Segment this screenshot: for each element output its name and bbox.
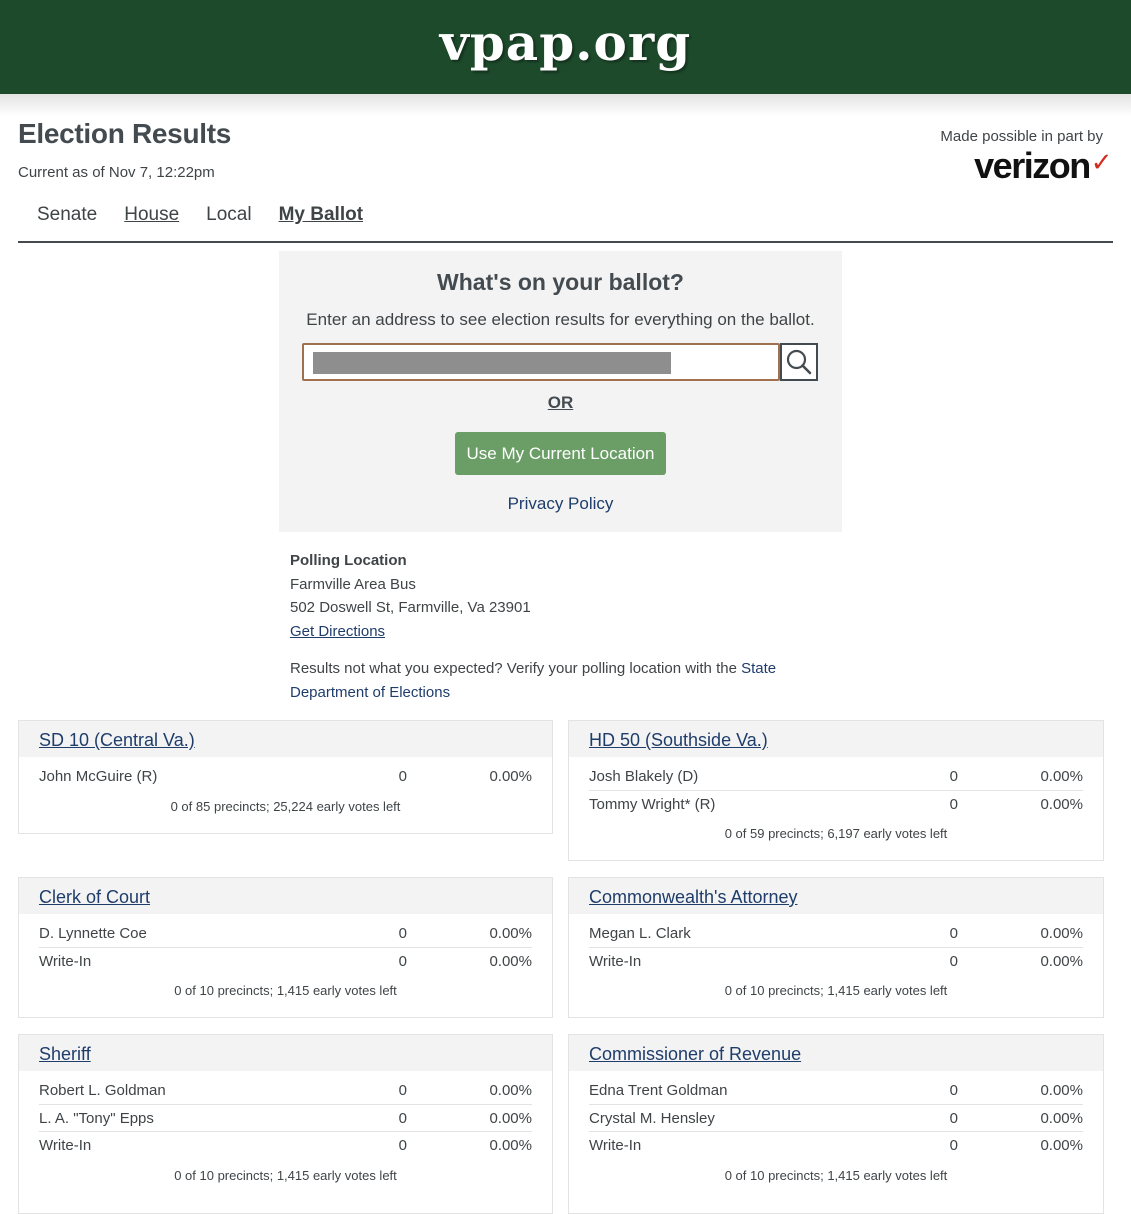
polling-address: 502 Doswell St, Farmville, Va 23901 [290, 599, 531, 616]
race-card [568, 877, 1104, 1018]
candidate-pct: 0.00% [489, 1137, 532, 1154]
candidate-name: Robert L. Goldman [39, 1082, 166, 1099]
candidate-pct: 0.00% [1040, 768, 1083, 785]
polling-name: Farmville Area Bus [290, 575, 416, 593]
candidate-name: Crystal M. Hensley [589, 1109, 715, 1127]
candidate-row [589, 1077, 1083, 1105]
tab-house[interactable]: House [124, 204, 180, 225]
candidate-row [589, 1132, 1083, 1160]
ballot-title: What's on your ballot? [437, 269, 684, 295]
candidate-votes: 0 [949, 925, 958, 942]
polling-location [290, 549, 830, 704]
candidate-votes: 0 [398, 952, 407, 970]
updated-timestamp: Current as of Nov 7, 12:22pm [18, 164, 215, 181]
race-title-link[interactable]: Commissioner of Revenue [589, 1044, 802, 1064]
polling-note [290, 657, 830, 704]
race-header [19, 1035, 552, 1071]
sponsor-label: Made possible in part by [940, 128, 1103, 145]
sponsor-block [940, 128, 1111, 186]
race-footer: 0 of 10 precincts; 1,415 early votes left [724, 983, 948, 998]
race-footer: 0 of 59 precincts; 6,197 early votes left [724, 826, 948, 841]
privacy-policy-link[interactable]: Privacy Policy [507, 494, 614, 513]
candidate-name: L. A. "Tony" Epps [39, 1109, 154, 1127]
race-footer: 0 of 10 precincts; 1,415 early votes left [174, 983, 397, 998]
candidate-name: Write-In [39, 1137, 92, 1154]
candidate-pct: 0.00% [1040, 925, 1083, 942]
candidate-votes: 0 [398, 1109, 407, 1127]
race-title-link[interactable]: Commonwealth's Attorney [589, 887, 798, 907]
site-header [0, 0, 1131, 94]
tab-senate[interactable]: Senate [37, 204, 98, 225]
candidate-row [589, 763, 1083, 791]
candidate-row [39, 1132, 532, 1160]
verizon-check-icon: ✓ [1090, 147, 1111, 177]
header-shadow [0, 94, 1131, 116]
candidate-row [39, 1105, 532, 1133]
candidate-name: Josh Blakely (D) [589, 768, 699, 785]
candidate-row [589, 1105, 1083, 1133]
race-footer: 0 of 85 precincts; 25,224 early votes left [170, 798, 401, 814]
candidate-votes: 0 [398, 768, 407, 785]
candidate-votes: 0 [398, 1082, 407, 1099]
race-card [568, 1034, 1104, 1214]
candidate-pct: 0.00% [1040, 952, 1083, 970]
race-card [18, 720, 553, 834]
candidate-votes: 0 [949, 1109, 958, 1127]
candidate-pct: 0.00% [489, 925, 532, 942]
use-current-location-button[interactable]: Use My Current Location [455, 432, 665, 475]
state-elections-link[interactable]: State Department of Elections [290, 660, 777, 701]
candidate-votes: 0 [949, 1082, 958, 1099]
candidate-pct: 0.00% [489, 1082, 532, 1099]
race-footer: 0 of 10 precincts; 1,415 early votes left [174, 1167, 397, 1183]
ballot-subtitle: Enter an address to see election results for everything on the ballot. [306, 310, 815, 329]
race-title-link[interactable]: Sheriff [39, 1044, 91, 1064]
candidate-name: Edna Trent Goldman [589, 1082, 728, 1099]
candidate-pct: 0.00% [489, 768, 532, 785]
candidate-votes: 0 [398, 925, 407, 942]
race-tabs [18, 205, 1113, 243]
race-card [568, 720, 1104, 861]
race-card [18, 877, 553, 1018]
candidate-votes: 0 [398, 1137, 407, 1154]
candidate-name: Megan L. Clark [589, 925, 691, 942]
candidate-votes: 0 [949, 795, 958, 813]
polling-label: Polling Location [290, 552, 407, 569]
candidate-pct: 0.00% [489, 1109, 532, 1127]
race-footer: 0 of 10 precincts; 1,415 early votes left [724, 1167, 948, 1183]
get-directions-link[interactable]: Get Directions [290, 622, 386, 640]
candidate-row [39, 948, 532, 976]
candidate-votes: 0 [949, 952, 958, 970]
candidate-name: Write-In [39, 952, 92, 970]
candidate-row [589, 920, 1083, 948]
candidate-pct: 0.00% [1040, 1137, 1083, 1154]
race-header [569, 721, 1103, 757]
race-header [19, 878, 552, 914]
candidate-name: Tommy Wright* (R) [589, 795, 716, 813]
candidate-name: Write-In [589, 1137, 642, 1154]
polling-note-text: Results not what you expected? Verify your polling location with the [290, 660, 742, 677]
race-title-link[interactable]: Clerk of Court [39, 887, 151, 907]
candidate-votes: 0 [949, 768, 958, 785]
race-title-link[interactable]: HD 50 (Southside Va.) [589, 730, 768, 750]
search-button[interactable] [780, 343, 818, 381]
candidate-name: Write-In [589, 952, 642, 970]
race-card [18, 1034, 553, 1214]
page-header [0, 116, 1131, 186]
candidate-name: John McGuire (R) [39, 768, 158, 785]
sponsor-logo[interactable] [940, 147, 1111, 185]
candidate-pct: 0.00% [1040, 795, 1083, 813]
address-search [302, 343, 818, 381]
or-divider: OR [547, 393, 574, 412]
race-header [19, 721, 552, 757]
candidate-row [589, 948, 1083, 976]
candidate-pct: 0.00% [1040, 1082, 1083, 1099]
search-icon [785, 348, 813, 376]
sponsor-name: verizon [974, 145, 1090, 186]
candidate-row [39, 763, 532, 791]
candidate-name: D. Lynnette Coe [39, 925, 147, 942]
tab-my-ballot[interactable]: My Ballot [278, 204, 364, 225]
candidate-row [39, 1077, 532, 1105]
candidate-pct: 0.00% [489, 952, 532, 970]
candidate-votes: 0 [949, 1137, 958, 1154]
tab-local[interactable]: Local [206, 204, 252, 225]
site-logo[interactable]: vpap.org [439, 12, 692, 72]
address-input[interactable] [302, 343, 780, 381]
race-title-link[interactable]: SD 10 (Central Va.) [39, 730, 195, 750]
candidate-row [589, 791, 1083, 819]
ballot-lookup-panel [279, 251, 842, 532]
redacted-address [313, 352, 671, 374]
candidate-row [39, 920, 532, 948]
candidate-pct: 0.00% [1040, 1109, 1083, 1127]
page-title: Election Results [18, 118, 232, 149]
race-header [569, 1035, 1103, 1071]
race-header [569, 878, 1103, 914]
